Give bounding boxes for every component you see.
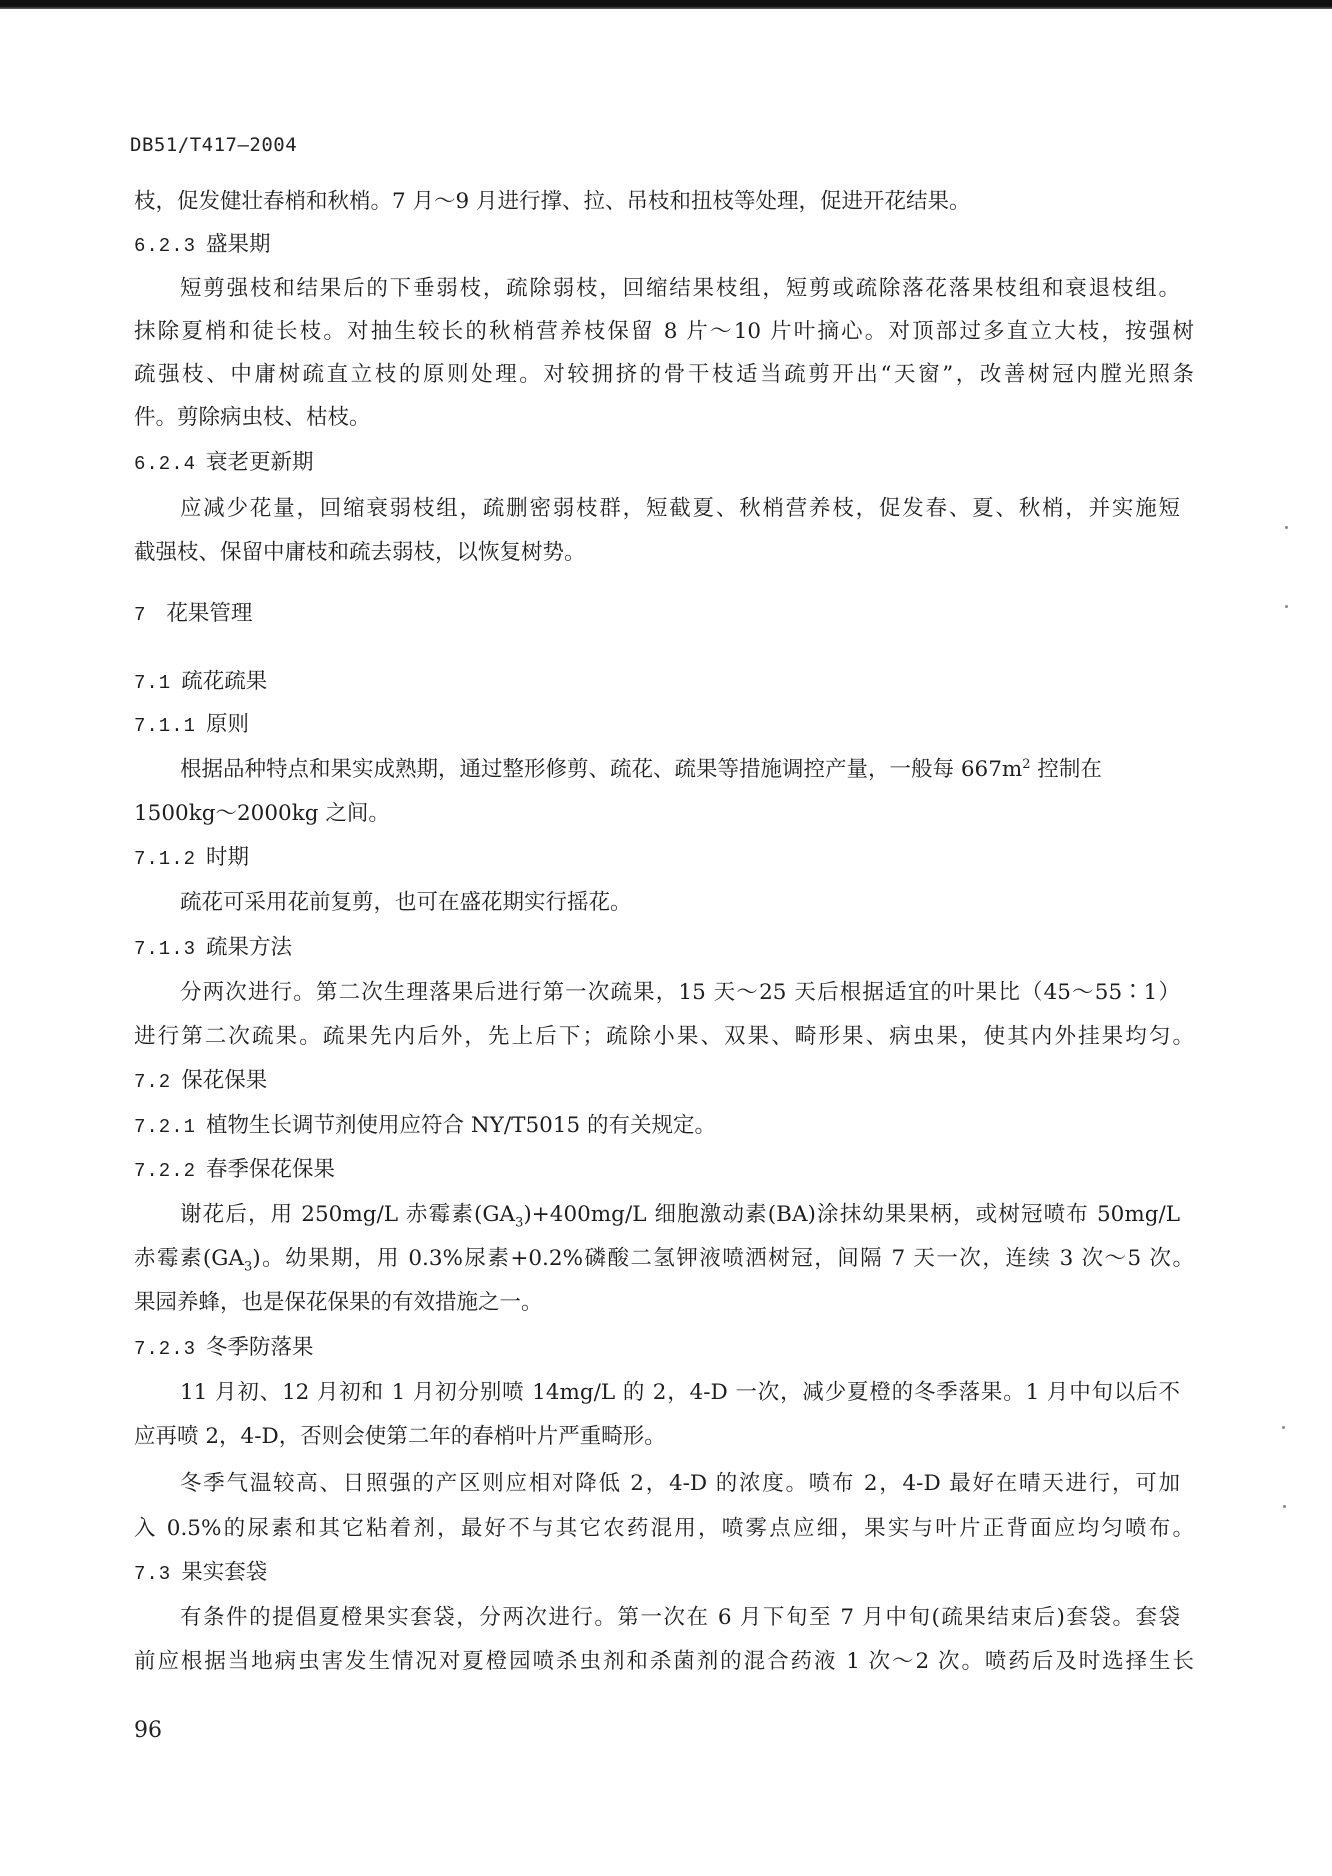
section-number: 7.2 [134, 1071, 172, 1093]
section-title: 冬季防落果 [206, 1335, 314, 1360]
section-number: 7.1.3 [134, 938, 197, 960]
paragraph-line: 短剪强枝和结果后的下垂弱枝，疏除弱枝，回缩结果枝组，短剪或疏除落花落果枝组和衰退枝组。 [180, 276, 1180, 301]
section-number: 7.2.1 [134, 1116, 197, 1138]
section-heading-6-2-3 [134, 231, 1194, 260]
section-title: 时期 [206, 845, 250, 870]
text-segment: 赤霉素(GA [134, 1246, 245, 1271]
section-title: 植物生长调节剂使用应符合 NY/T5015 的有关规定。 [206, 1113, 716, 1138]
paragraph-line: 入 0.5%的尿素和其它粘着剂，最好不与其它农药混用，喷雾点应细，果实与叶片正背面应均匀喷布。 [134, 1516, 1194, 1541]
section-title: 花果管理 [166, 601, 253, 626]
section-number: 7 [134, 604, 147, 626]
scan-top-border [0, 0, 1332, 9]
paragraph-line: 应减少花量，回缩衰弱枝组，疏删密弱枝群，短截夏、秋梢营养枝，促发春、夏、秋梢，并实施短 [180, 496, 1180, 521]
paragraph-line: 分两次进行。第二次生理落果后进行第一次疏果，15 天～25 天后根据适宜的叶果比（45～55∶1） [180, 980, 1180, 1005]
paragraph-line: 果园养蜂，也是保花保果的有效措施之一。 [134, 1290, 543, 1315]
paragraph-line: 有条件的提倡夏橙果实套袋，分两次进行。第一次在 6 月下旬至 7 月中旬(疏果结束后)套袋。套袋 [180, 1605, 1180, 1630]
scan-speck [1285, 526, 1288, 529]
section-heading-7-1 [134, 668, 1194, 697]
section-title: 原则 [206, 712, 250, 737]
section-heading-7-2-3 [134, 1334, 1194, 1363]
section-heading-6-2-4 [134, 449, 1194, 478]
text-segment: 根据品种特点和果实成熟期，通过整形修剪、疏花、疏果等措施调控产量，一般每 667m [180, 757, 1023, 782]
paragraph-line: 枝，促发健壮春梢和秋梢。7 月～9 月进行撑、拉、吊枝和扭枝等处理，促进开花结果。 [134, 189, 971, 214]
section-heading-7-1-3 [134, 934, 1194, 963]
page-number: 96 [134, 1718, 162, 1743]
paragraph-line: 1500kg～2000kg 之间。 [134, 801, 390, 826]
section-heading-7-1-2 [134, 844, 1194, 873]
section-title: 果实套袋 [181, 1560, 268, 1585]
text-segment: 谢花后，用 250mg/L 赤霉素(GA [180, 1202, 516, 1227]
superscript: 2 [1022, 756, 1031, 772]
section-number: 6.2.3 [134, 235, 197, 257]
section-title: 春季保花保果 [206, 1157, 336, 1182]
text-segment: )。幼果期，用 0.3%尿素+0.2%磷酸二氢钾液喷洒树冠，间隔 7 天一次，连续 3 次～5 次。 [252, 1246, 1194, 1271]
paragraph-line [180, 1201, 1180, 1229]
section-number: 7.2.2 [134, 1160, 197, 1182]
section-title: 疏果方法 [206, 935, 293, 960]
section-number: 6.2.4 [134, 453, 197, 475]
paragraph-line: 件。剪除病虫枝、枯枝。 [134, 405, 371, 430]
section-number: 7.2.3 [134, 1338, 197, 1360]
paragraph-line: 应再喷 2，4-D，否则会使第二年的春梢叶片严重畸形。 [134, 1424, 666, 1449]
section-title: 衰老更新期 [206, 450, 314, 475]
paragraph-line: 疏强枝、中庸树疏直立枝的原则处理。对较拥挤的骨干枝适当疏剪开出“天窗”，改善树冠内膛光照条 [134, 362, 1194, 387]
section-number: 7.1 [134, 672, 172, 694]
section-heading-7 [134, 600, 1194, 629]
section-heading-7-1-1 [134, 711, 1194, 740]
text-segment: 控制在 [1030, 757, 1102, 782]
subscript: 3 [515, 1215, 524, 1231]
subscript: 3 [244, 1259, 253, 1275]
paragraph-line: 抹除夏梢和徒长枝。对抽生较长的秋梢营养枝保留 8 片～10 片叶摘心。对顶部过多直立大枝，按强树 [134, 319, 1194, 344]
document-code: DB51/T417—2004 [130, 134, 298, 156]
section-number: 7.1.1 [134, 715, 197, 737]
scan-speck [1285, 605, 1288, 608]
section-title: 疏花疏果 [181, 669, 268, 694]
section-title: 盛果期 [206, 232, 271, 257]
scan-speck [1283, 1505, 1286, 1508]
paragraph-line: 前应根据当地病虫害发生情况对夏橙园喷杀虫剂和杀菌剂的混合药液 1 次～2 次。喷药后及时选择生长 [134, 1649, 1194, 1674]
section-heading-7-2 [134, 1067, 1194, 1096]
paragraph-line [180, 756, 1180, 784]
paragraph-line: 截强枝、保留中庸枝和疏去弱枝，以恢复树势。 [134, 540, 586, 565]
section-number: 7.1.2 [134, 848, 197, 870]
paragraph-line [134, 1245, 1194, 1273]
paragraph-line: 冬季气温较高、日照强的产区则应相对降低 2，4-D 的浓度。喷布 2，4-D 最好在晴天进行，可加 [180, 1471, 1180, 1496]
section-heading-7-2-2 [134, 1156, 1194, 1185]
paragraph-line: 11 月初、12 月初和 1 月初分别喷 14mg/L 的 2，4-D 一次，减少夏橙的冬季落果。1 月中旬以后不 [180, 1380, 1180, 1405]
section-heading-7-2-1 [134, 1112, 1194, 1141]
scan-speck [1282, 1426, 1285, 1429]
paragraph-line: 疏花可采用花前复剪，也可在盛花期实行摇花。 [180, 890, 632, 915]
text-segment: )+400mg/L 细胞激动素(BA)涂抹幼果果柄，或树冠喷布 50mg/L [523, 1202, 1180, 1227]
section-number: 7.3 [134, 1563, 172, 1585]
paragraph-line: 进行第二次疏果。疏果先内后外，先上后下；疏除小果、双果、畸形果、病虫果，使其内外挂果均匀。 [134, 1024, 1194, 1049]
section-heading-7-3 [134, 1559, 1194, 1588]
section-title: 保花保果 [181, 1068, 268, 1093]
